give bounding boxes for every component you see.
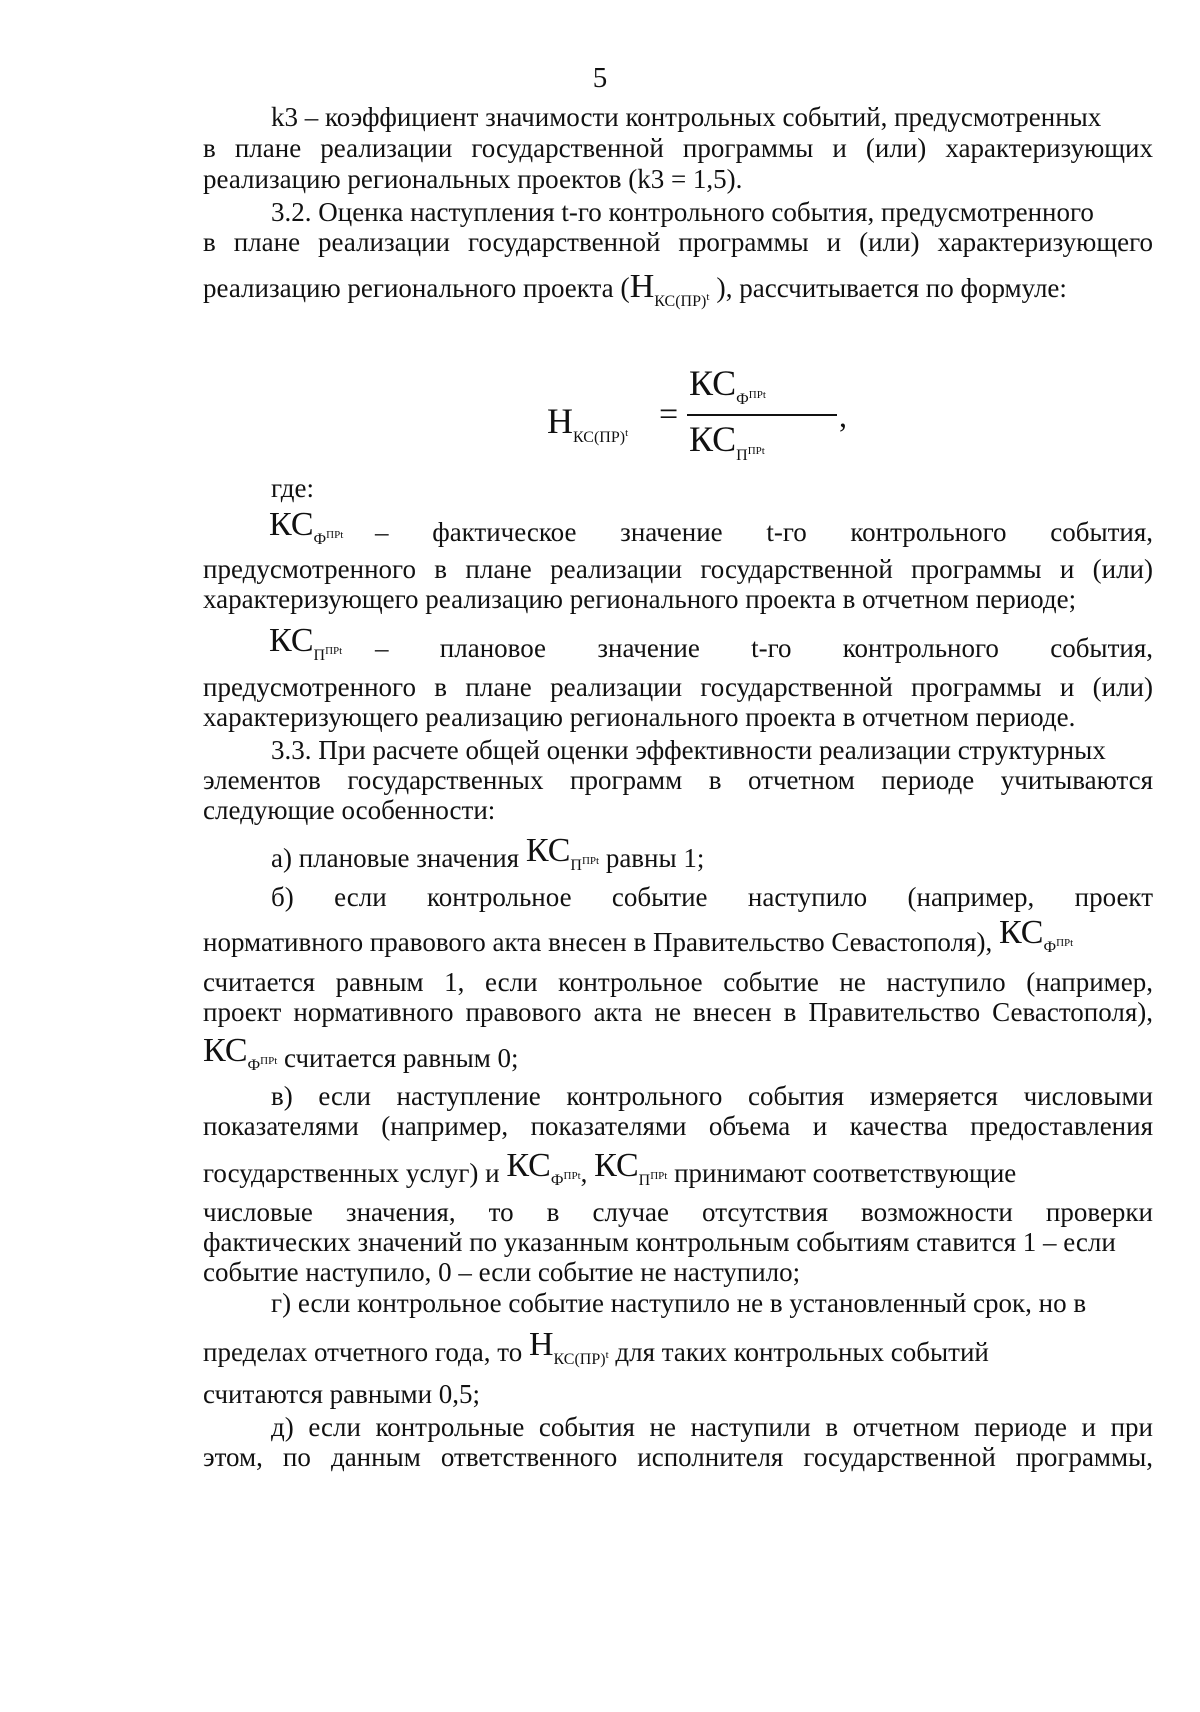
item-v-line-4: числовые значения, то в случае отсутствия возможности проверки	[203, 1197, 1153, 1227]
item-v-line-6: событие наступило, 0 – если событие не наступило;	[203, 1257, 801, 1287]
item-b-line-1: б) если контрольное событие наступило (например, проект	[271, 882, 1153, 912]
ks-f-symbol: $КС_ФПРt$	[269, 506, 344, 548]
definition-ks-p-text: – плановое значение t-го контрольного события,	[375, 633, 1153, 663]
section-3-2-text-a: реализацию регионального проекта	[203, 273, 614, 303]
section-3-2-line-2: в плане реализации государственной программы и (или) характеризующего	[203, 227, 1153, 257]
section-3-3-line-1: 3.3. При расчете общей оценки эффективности реализации структурных	[271, 735, 1106, 765]
definition-ks-f-line-3: характеризующего реализацию регионального проекта в отчетном периоде;	[203, 584, 1077, 614]
k3-definition-line-2: в плане реализации государственной программы и (или) характеризующих	[203, 133, 1153, 163]
section-3-3-line-3: следующие особенности:	[203, 795, 496, 825]
n-ks-inline-symbol-g: $Н_{КС(ПР)}t$	[528, 1326, 609, 1368]
section-3-2-text-b: , рассчитывается по формуле:	[725, 273, 1067, 303]
item-g-line-2: пределах отчетного года, то $Н_{КС(ПР)}t$ для таких контрольных событий	[203, 1334, 1153, 1382]
formula-denominator: $КС_ППРt$	[689, 419, 765, 464]
section-3-3-line-2: элементов государственных программ в отчетном периоде учитываются	[203, 765, 1153, 795]
item-g-line-3: считаются равными 0,5;	[203, 1379, 481, 1409]
formula-fraction-bar	[687, 414, 837, 416]
k3-definition-line-1: k3 – коэффициент значимости контрольных событий, предусмотренных	[271, 102, 1102, 132]
item-v-line-2: показателями (например, показателями объема и качества предоставления	[203, 1111, 1153, 1141]
item-b-line-5: $КС_ФПРt$ считается равным 0;	[203, 1040, 1153, 1088]
item-v-line-3: государственных услуг) и $КС_ФПРt$, $КС_ППРt$ принимают соответствующие	[203, 1155, 1153, 1203]
page-number: 5	[592, 62, 608, 94]
formula-lhs: $Н_{КС(ПР)}t$	[547, 401, 629, 446]
where-label: где:	[271, 473, 314, 503]
definition-ks-p-line-2: предусмотренного в плане реализации государственной программы и (или)	[203, 672, 1153, 702]
definition-ks-p-line-3: характеризующего реализацию регионального проекта в отчетном периоде.	[203, 702, 1076, 732]
n-ks-inline-symbol: ($Н_{КС(ПР)}t$ )	[620, 268, 726, 310]
ks-f-inline-symbol-v: $КС_ФПРt$	[506, 1147, 581, 1189]
section-3-2-line-1: 3.2. Оценка наступления t-го контрольного события, предусмотренного	[271, 197, 1094, 227]
definition-ks-f-line-2: предусмотренного в плане реализации государственной программы и (или)	[203, 554, 1153, 584]
ks-p-inline-symbol-a: $КС_ППРt$	[525, 832, 600, 874]
item-b-line-2: нормативного правового акта внесен в Правительство Севастополя), $КС_ФПРt$	[203, 924, 1153, 972]
formula-equals: =	[659, 396, 679, 433]
item-g-line-1: г) если контрольное событие наступило не в установленный срок, но в	[271, 1288, 1087, 1318]
ks-f-inline-symbol-b: $КС_ФПРt$	[998, 914, 1074, 956]
formula-numerator: $КС_ФПРt$	[689, 363, 766, 408]
ks-p-symbol: $КС_ППРt$	[269, 622, 343, 664]
formula-n-ks	[547, 362, 847, 472]
item-b-line-4: проект нормативного правового акта не внесен в Правительство Севастополя),	[203, 997, 1153, 1027]
ks-f-inline-symbol-b2: $КС_ФПРt$	[203, 1032, 278, 1074]
item-d-line-2: этом, по данным ответственного исполнителя государственной программы,	[203, 1442, 1153, 1472]
formula-comma: ,	[839, 398, 847, 434]
section-3-2-line-3	[203, 270, 1153, 318]
item-a-line: а) плановые значения $КС_ППРt$ равны 1;	[271, 840, 1153, 888]
item-d-line-1: д) если контрольные события не наступили в отчетном периоде и при	[271, 1412, 1153, 1442]
item-v-line-5: фактических значений по указанным контрольным событиям ставится 1 – если	[203, 1227, 1116, 1257]
ks-p-inline-symbol-v: $КС_ППРt$	[594, 1147, 668, 1189]
definition-ks-f-text: – фактическое значение t-го контрольного события,	[375, 517, 1153, 547]
item-v-line-1: в) если наступление контрольного события измеряется числовыми	[271, 1081, 1153, 1111]
k3-definition-line-3: реализацию региональных проектов (k3 = 1,5).	[203, 164, 743, 194]
item-b-line-3: считается равным 1, если контрольное событие не наступило (например,	[203, 967, 1153, 997]
